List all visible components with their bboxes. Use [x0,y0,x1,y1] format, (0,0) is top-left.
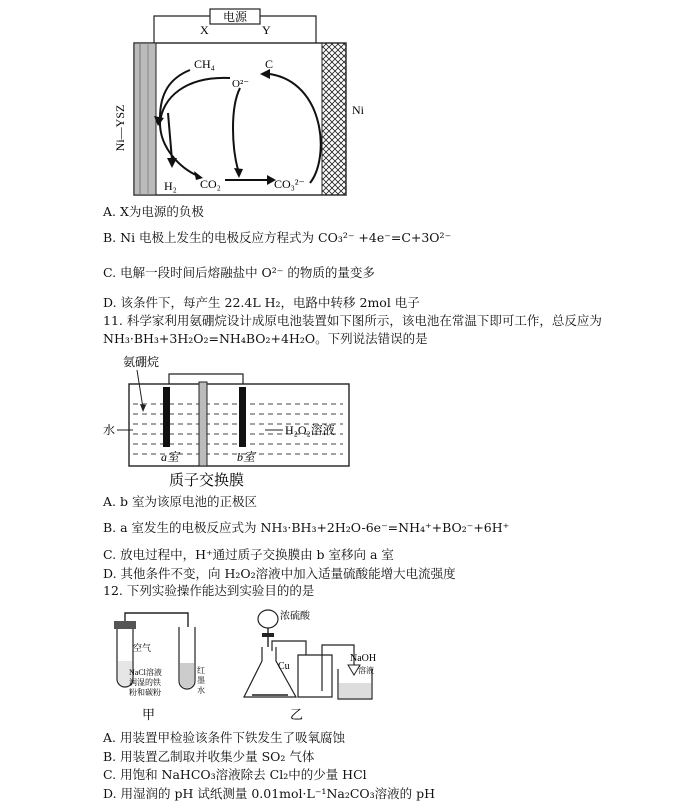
red-ink-label-1: 红 [197,666,205,675]
terminal-x-label: X [200,23,209,37]
q12-option-b: B. 用装置乙制取并收集少量 SO₂ 气体 [103,749,315,764]
co3-label: CO₃²⁻ [274,177,305,191]
q10-option-b: B. Ni 电极上发生的电极反应方程式为 CO₃²⁻ +4e⁻=C+3O²⁻ [103,230,452,245]
q12-option-c: C. 用饱和 NaHCO₃溶液除去 Cl₂中的少量 HCl [103,767,367,782]
acid-label: 浓硫酸 [280,611,310,622]
power-label: 电源 [222,10,248,24]
nacl-label-3: 粉和碳粉 [129,688,161,697]
electrolysis-figure [110,8,390,200]
proton-membrane [199,382,207,466]
naoh-label: NaOH [350,653,377,664]
right-electrode [322,43,346,195]
apparatus-yi-figure [242,605,392,723]
ammonia-borane-cell-figure [103,352,363,492]
apparatus-jia-label: 甲 [142,707,156,722]
air-label: 空气 [133,643,152,653]
q11-option-d: D. 其他条件不变，向 H₂O₂溶液中加入适量硫酸能增大电流强度 [103,566,456,581]
apparatus-yi-label: 乙 [290,707,304,722]
left-electrode-label: Ni—YSZ [113,104,127,152]
apparatus-jia-figure [103,605,223,723]
h2o2-label: H₂O₂溶液 [285,423,335,437]
membrane-caption: 质子交换膜 [169,473,245,489]
room-a-label: a室 [161,450,180,464]
right-electrode-label: Ni [352,103,364,117]
q10-option-d: D. 该条件下，每产生 22.4L H₂，电路中转移 2mol 电子 [103,295,420,310]
electrode-a [163,387,170,447]
h2-label: H₂ [164,179,177,193]
co2-label: CO₂ [200,177,221,191]
ammonia-borane-label: 氨硼烷 [123,355,160,369]
red-ink-label-3: 水 [197,686,205,695]
water-label: 水 [103,423,116,437]
o2-label: O²⁻ [232,78,250,90]
q11-option-b: B. a 室发生的电极反应式为 NH₃·BH₃+2H₂O-6e⁻=NH₄⁺+BO₂⁻+6H⁺ [103,520,510,535]
q11-stem-line1: 11. 科学家利用氨硼烷设计成原电池装置如下图所示，该电池在常温下即可工作，总反应为 [103,313,602,328]
cu-label: Cu [278,661,290,672]
c-label: C [265,57,274,71]
terminal-y-label: Y [262,23,271,37]
red-ink-label-2: 墨 [197,676,205,685]
q10-option-a: A. X为电源的负极 [103,204,204,219]
nacl-label-2: 润湿的铁 [129,678,161,687]
left-electrode [134,43,156,195]
q12-option-a: A. 用装置甲检验该条件下铁发生了吸氧腐蚀 [103,730,345,745]
q10-option-c: C. 电解一段时间后熔融盐中 O²⁻ 的物质的量变多 [103,265,375,280]
solution-label: 溶液 [358,666,374,675]
room-b-label: b室 [237,450,256,464]
q11-option-c: C. 放电过程中，H⁺通过质子交换膜由 b 室移向 a 室 [103,547,394,562]
ch4-label: CH₄ [194,57,215,71]
q11-option-a: A. b 室为该原电池的正极区 [103,494,257,509]
q12-option-d: D. 用湿润的 pH 试纸测量 0.01mol·L⁻¹Na₂CO₃溶液的 pH [103,786,436,801]
electrode-b [239,387,246,447]
q12-stem: 12. 下列实验操作能达到实验目的的是 [103,583,315,598]
nacl-label: NaCl溶液 [129,668,162,677]
q11-stem-line2: NH₃·BH₃+3H₂O₂=NH₄BO₂+4H₂O。下列说法错误的是 [103,331,428,346]
